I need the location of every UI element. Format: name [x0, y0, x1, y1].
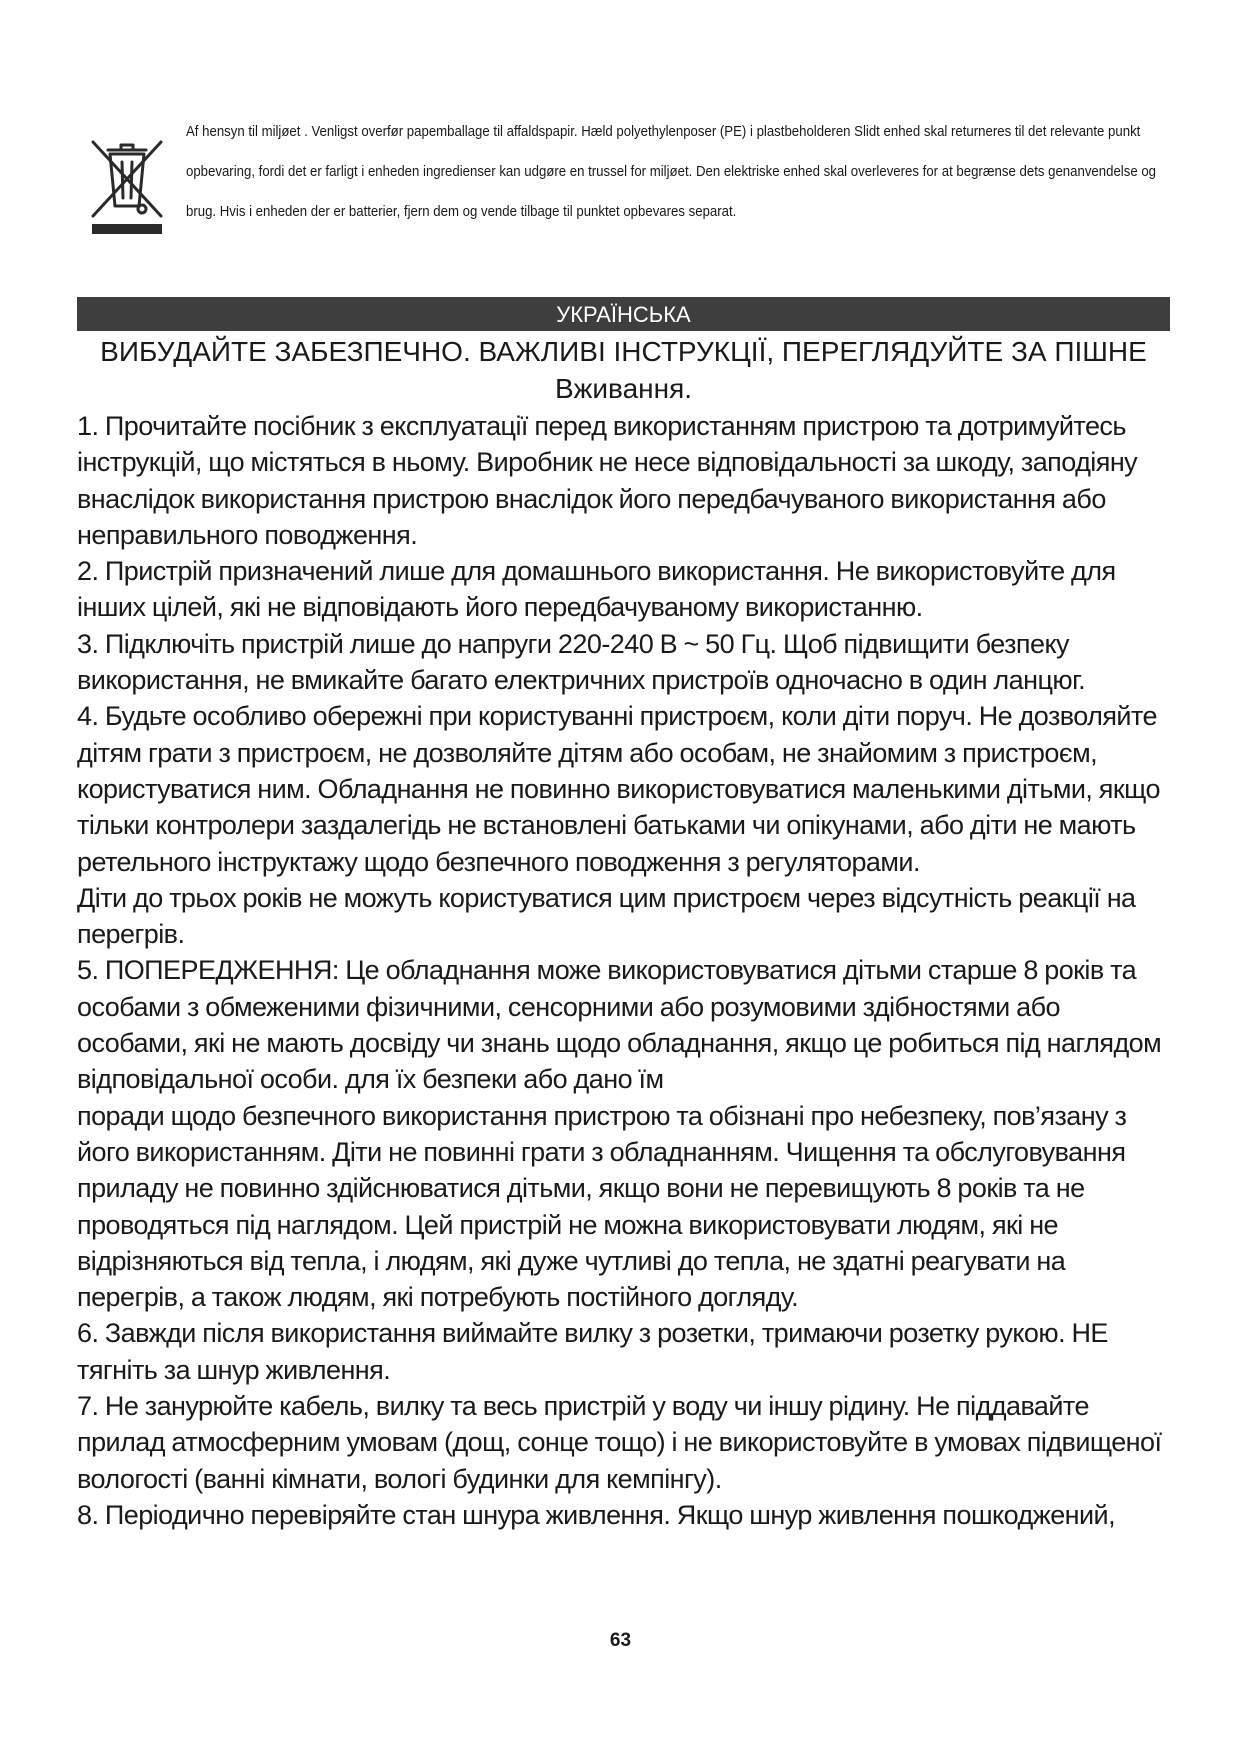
instruction-paragraph: 5. ПОПЕРЕДЖЕННЯ: Це обладнання може використовуватися дітьми старше 8 років та особами з обмеженими фізичними, сенсорними або розумовими здібностями або особами, які не мають досвіду чи знань щодо обладнання, якщо це робиться під наглядом відповідальної особи. для їх безпеки або дано їм [77, 955, 1162, 1095]
title-line-2: Вживання. [554, 373, 693, 404]
page-number: 63 [609, 1630, 632, 1651]
crossed-out-wheelie-bin-icon [88, 136, 166, 236]
instruction-paragraph: 6. Завжди після використання виймайте вилку з розетки, тримаючи розетку рукою. НЕ тягніть за шнур живлення. [77, 1318, 1108, 1385]
instruction-paragraph: Діти до трьох років не можуть користуватися цим пристроєм через відсутність реакції на перегрів. [77, 882, 1136, 950]
instructions-body [77, 408, 1170, 1533]
language-section-header: УКРАЇНСЬКА [77, 297, 1170, 331]
instruction-paragraph: 8. Періодично перевіряйте стан шнура живлення. Якщо шнур живлення пошкоджений, [77, 1499, 1116, 1530]
instruction-paragraph: 7. Не занурюйте кабель, вилку та весь пристрій у воду чи іншу рідину. Не піддавайте прилад атмосферним умовам (дощ, сонце тощо) і не використовуйте в умовах підвищеної вологості (ванні кімнати, вологі будинки для кемпінгу). [77, 1391, 1162, 1494]
title-line-1: ВИБУДАЙТЕ ЗАБЕЗПЕЧНО. ВАЖЛИВІ ІНСТРУКЦІЇ, ПЕРЕГЛЯДУЙТЕ ЗА ПІШНЕ [100, 336, 1147, 367]
safety-instructions-title [77, 333, 1170, 407]
instruction-paragraph: 1. Прочитайте посібник з експлуатації перед використанням пристрою та дотримуйтесь інструкцій, що містяться в ньому. Виробник не несе відповідальності за шкоду, заподіяну внаслідок використання пристрою внаслідок його передбачуваного використання або неправильного поводження. [77, 411, 1138, 550]
instruction-paragraph: поради щодо безпечного використання пристрою та обізнані про небезпеку, пов’язану з його використанням. Діти не повинні грати з обладнанням. Чищення та обслуговування приладу не повинно здійснюватися дітьми, якщо вони не перевищують 8 років та не проводяться під наглядом. Цей пристрій не можна використовувати людям, які не відрізняються від тепла, і людям, які дуже чутливі до тепла, не здатні реагувати на перегрів, а також людям, які потребують постійного догляду. [77, 1100, 1127, 1313]
instruction-paragraph: 2. Пристрій призначений лише для домашнього використання. Не використовуйте для інших цілей, які не відповідають його передбачуваному використанню. [77, 556, 1116, 623]
environmental-disposal-notice: Af hensyn til miljøet . Venligst overfør papemballage til affaldspapir. Hæld polyethylenposer (PE) i plastbeholderen Slidt enhed skal returneres til det relevante punkt opbevaring, fordi det er farligt i enheden ingredienser kan udgøre en trussel for miljøet. Den elektriske enhed skal overleveres for at begrænse dets genanvendelse og brug. Hvis i enheden der er batterier, fjern dem og vende tilbage til punktet opbevares separat. [186, 123, 1157, 220]
instruction-paragraph: 3. Підключіть пристрій лише до напруги 220-240 В ~ 50 Гц. Щоб підвищити безпеку використання, не вмикайте багато електричних пристроїв одночасно в один ланцюг. [77, 628, 1086, 696]
instruction-paragraph: 4. Будьте особливо обережні при користуванні пристроєм, коли діти поруч. Не дозволяйте дітям грати з пристроєм, не дозволяйте дітям або особам, не знайомим з пристроєм, користуватися ним. Обладнання не повинно використовуватися маленькими дітьми, якщо тільки контролери заздалегідь не встановлені батьками чи опікунами, або діти не мають ретельного інструктажу щодо безпечного поводження з регуляторами. [77, 701, 1160, 877]
